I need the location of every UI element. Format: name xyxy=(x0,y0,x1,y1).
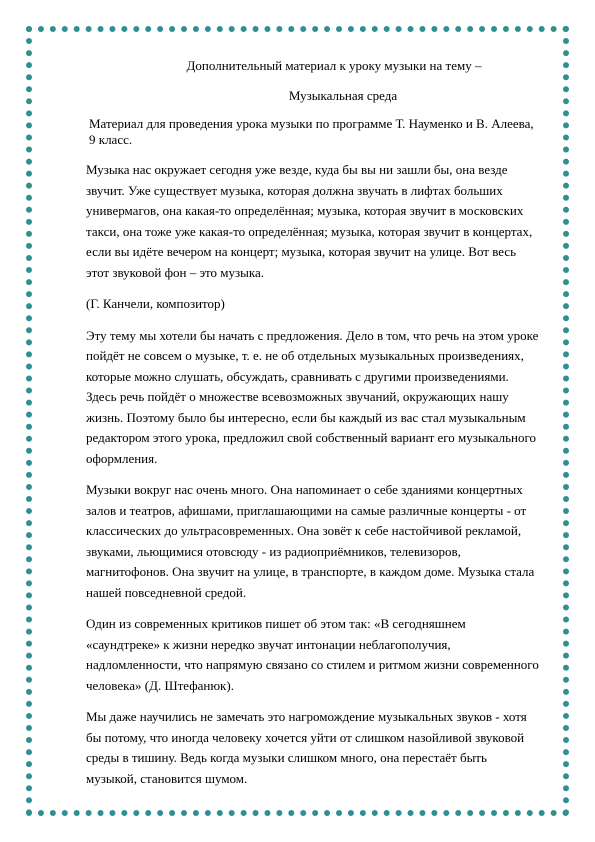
paragraph-4: Один из современных критиков пишет об этом так: «В сегодняшнем «саундтреке» к жизни нередко звучат интонации неблагополучия, надломленности, что напрямую связано со стилем и ритмом жизни современного человека» (Д. Штефанюк). xyxy=(86,616,539,693)
paragraph-3: Музыки вокруг нас очень много. Она напоминает о себе зданиями концертных залов и театров, афишами, приглашающими на самые различные концерты - от классических до ультрасовременных. Она зовёт к себе настойчивой рекламой, звуками, льющимися отовсюду - из радиоприёмников, телевизоров, магнитофонов. Она звучит на улице, в транспорте, в каждом доме. Музыка стала нашей повседневной средой. xyxy=(86,482,535,600)
document-title: Дополнительный материал к уроку музыки на тему – xyxy=(186,58,482,73)
intro-paragraph: Материал для проведения урока музыки по программе Т. Науменко и В. Алеева, 9 класс. xyxy=(89,116,534,147)
paragraph-1: Музыка нас окружает сегодня уже везде, куда бы вы ни зашли бы, она везде звучит. Уже существует музыка, которая должна звучать в лифтах больших универмагов, она какая-то определённая; музыка, которая звучит в московских такси, она тоже уже какая-то определённая; музыка, которая звучит в концертах, если вы идёте вечером на концерт; музыка, которая звучит на улице. Вот весь этот звуковой фон – это музыка. xyxy=(86,162,533,280)
document-body xyxy=(86,58,540,800)
document-subtitle: Музыкальная среда xyxy=(288,88,398,103)
paragraph-attribution: (Г. Канчели, композитор) xyxy=(86,296,225,311)
paragraph-5: Мы даже научились не замечать это нагромождение музыкальных звуков - хотя бы потому, что иногда человеку хочется уйти от слишком назойливой звуковой среды в тишину. Ведь когда музыки слишком много, она перестаёт быть музыкой, становится шумом. xyxy=(86,709,527,786)
paragraph-2: Эту тему мы хотели бы начать с предложения. Дело в том, что речь на этом уроке пойдёт не совсем о музыке, т. е. не об отдельных музыкальных произведениях, которые можно слушать, обсуждать, сравнивать с другими произведениями. Здесь речь пойдёт о множестве всевозможных звучаний, окружающих нашу жизнь. Поэтому было бы интересно, если бы каждый из вас стал музыкальным редактором этого урока, предложил свой собственный вариант его музыкального оформления. xyxy=(86,327,539,466)
